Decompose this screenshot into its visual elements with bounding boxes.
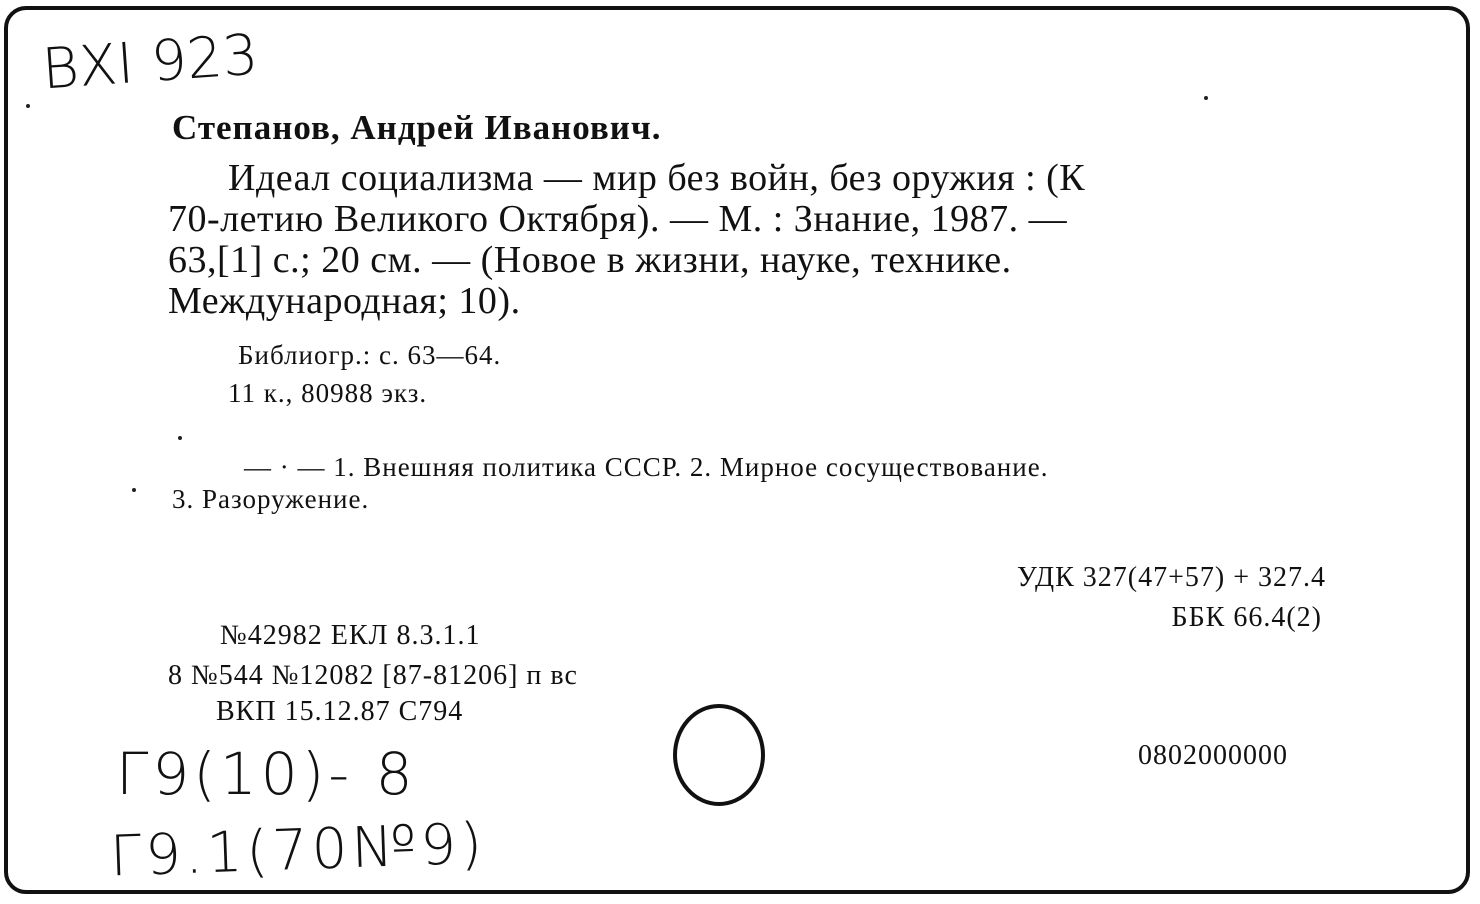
order-line-3: ВКП 15.12.87 С794 bbox=[216, 696, 464, 727]
subject-headings-line-1: — · — 1. Внешняя политика СССР. 2. Мирное сосуществование. bbox=[244, 452, 1049, 482]
card-hole-circle bbox=[670, 702, 770, 810]
title-line-2: 70-летию Великого Октября). — М. : Знание, 1987. — bbox=[168, 198, 1068, 240]
order-line-2: 8 №544 №12082 [87-81206] п вс bbox=[168, 660, 578, 691]
bibliography-note: Библиогр.: с. 63—64. bbox=[238, 340, 502, 370]
handwritten-call-number: ВХI 923 bbox=[39, 22, 261, 103]
title-line-4: Международная; 10). bbox=[168, 280, 521, 322]
title-line-3: 63,[1] с.; 20 см. — (Новое в жизни, науке, технике. bbox=[168, 239, 1012, 281]
title-line-1: Идеал социализма — мир без войн, без оружия : (К bbox=[228, 157, 1086, 199]
speck bbox=[1204, 96, 1208, 100]
speck bbox=[178, 436, 182, 440]
handwritten-note-2: Г9.1(70№9) bbox=[108, 811, 488, 890]
speck bbox=[26, 104, 30, 108]
order-line-1: №42982 ЕКЛ 8.3.1.1 bbox=[220, 620, 481, 651]
handwritten-note-1: Г9(10)- 8 bbox=[116, 740, 417, 808]
bbk-classification: ББК 66.4(2) bbox=[1171, 602, 1322, 633]
speck bbox=[132, 488, 136, 492]
subject-headings-line-2: 3. Разоружение. bbox=[172, 484, 370, 514]
publication-code: 0802000000 bbox=[1138, 740, 1288, 771]
price-copies-note: 11 к., 80988 экз. bbox=[228, 378, 428, 408]
author-heading: Степанов, Андрей Иванович. bbox=[172, 108, 662, 147]
udk-classification: УДК 327(47+57) + 327.4 bbox=[1017, 562, 1326, 593]
